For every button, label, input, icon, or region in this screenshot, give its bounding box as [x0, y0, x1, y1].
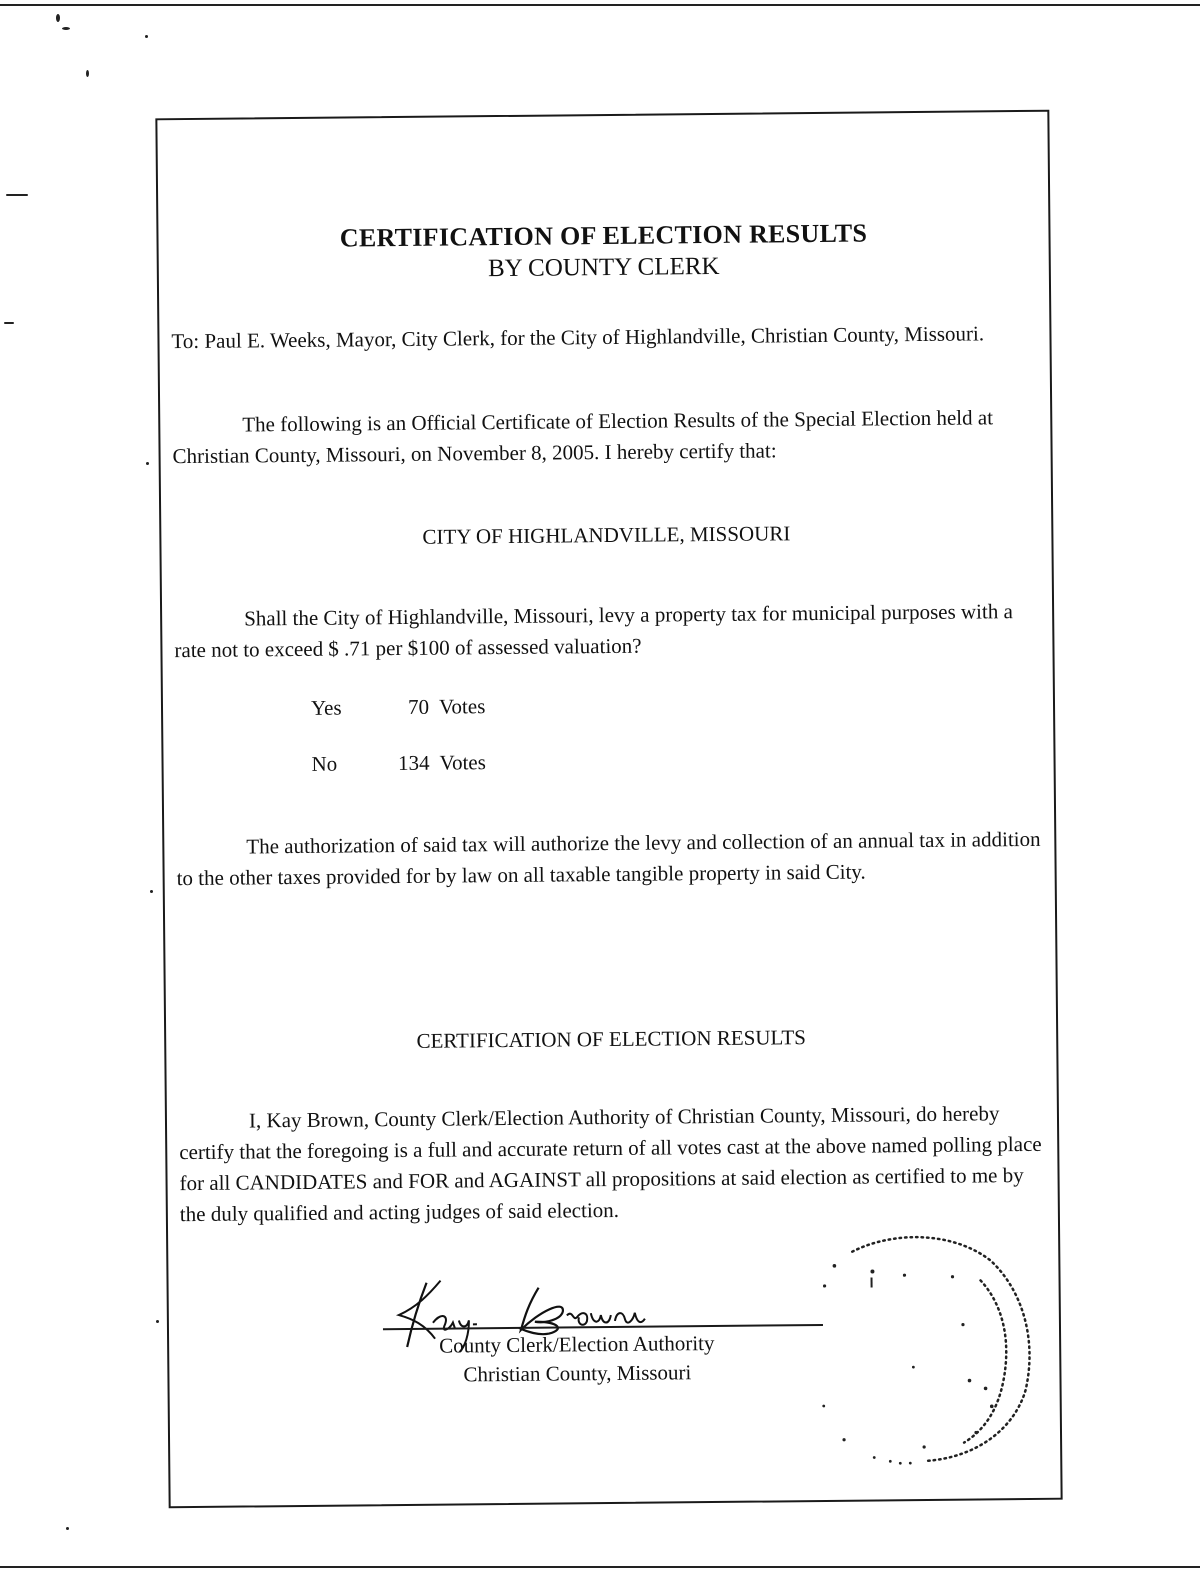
- scan-speck: [56, 14, 60, 22]
- document-subtitle: BY COUNTY CLERK: [487, 252, 720, 283]
- county-seal-embossed: [812, 1220, 1044, 1472]
- addressee-line: To: Paul E. Weeks, Mayor, City Clerk, for the City of Highlandville, Christian County, Missouri.: [171, 321, 985, 354]
- scan-top-edge: [0, 4, 1200, 6]
- scan-speck: [150, 890, 153, 893]
- scan-speck: [62, 27, 70, 30]
- document-title: CERTIFICATION OF ELECTION RESULTS: [339, 218, 868, 253]
- result-unit: Votes: [438, 694, 486, 719]
- result-count: 70: [407, 694, 430, 719]
- result-count: 134: [397, 750, 430, 776]
- signature-block: [368, 1264, 829, 1408]
- result-row-yes: [311, 691, 486, 723]
- signer-county: Christian County, Missouri: [463, 1360, 692, 1387]
- scan-speck: [4, 322, 14, 324]
- scan-speck: [156, 1320, 159, 1323]
- scan-speck: [146, 462, 149, 465]
- ballot-question: Shall the City of Highlandville, Missouri, levy a property tax for municipal purposes with a rate not to exceed $ .71 per $100 of assessed valuation?: [174, 599, 1013, 663]
- title-block: [158, 216, 1049, 289]
- signer-title: County Clerk/Election Authority: [439, 1331, 715, 1358]
- scan-speck: [86, 70, 89, 77]
- result-choice: Yes: [310, 695, 342, 720]
- result-unit: Votes: [439, 750, 486, 775]
- jurisdiction-heading: CITY OF HIGHLANDVILLE, MISSOURI: [422, 521, 791, 549]
- scan-bottom-edge: [0, 1566, 1200, 1568]
- intro-paragraph: The following is an Official Certificate of Election Results of the Special Election held at Christian County, Missouri, on November 8, 2005. I hereby certify that:: [172, 405, 994, 469]
- scan-speck: [6, 194, 28, 196]
- scan-speck: [66, 1527, 69, 1530]
- certificate-frame: [155, 110, 1062, 1509]
- scan-speck: [145, 35, 148, 38]
- authorization-paragraph: The authorization of said tax will authorize the levy and collection of an annual tax in addition to the other taxes provided for by law on all taxable tangible property in said City.: [176, 826, 1041, 891]
- result-choice: No: [311, 751, 338, 776]
- certification-paragraph: I, Kay Brown, County Clerk/Election Authority of Christian County, Missouri, do hereby certify that the foregoing is a full and accurate return of all votes cast at the above named polling place for all CANDIDATES and FOR and AGAINST all propositions at said election as certified to me by the duly qualified and acting judges of said election.: [179, 1101, 1042, 1227]
- result-row-no: [311, 747, 486, 779]
- certification-heading: CERTIFICATION OF ELECTION RESULTS: [416, 1025, 807, 1053]
